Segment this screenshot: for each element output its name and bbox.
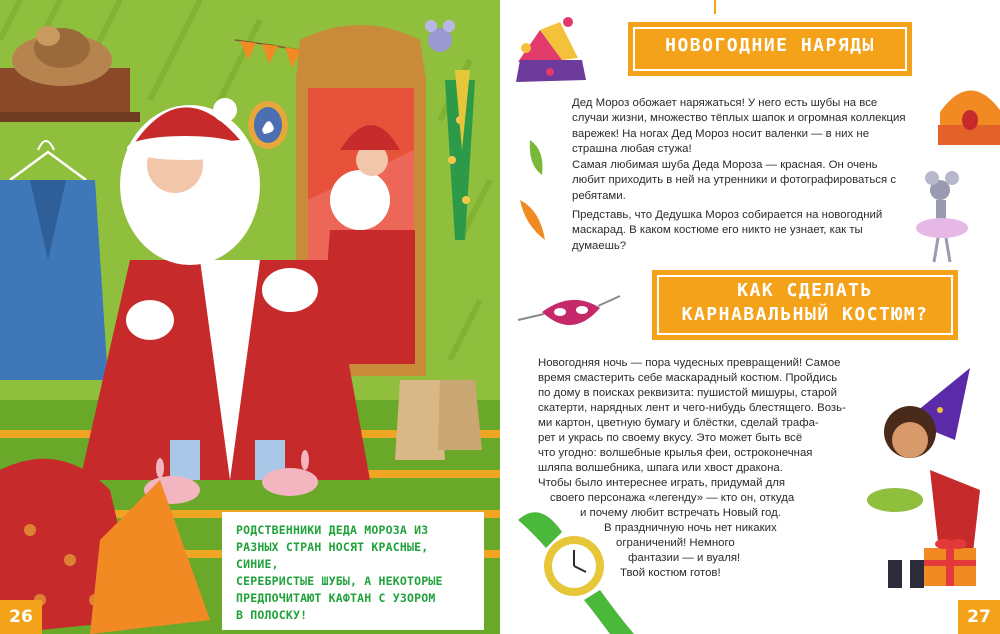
text-line: Твой костюм готов! [620,567,721,579]
text-line: Новогодняя ночь — пора чудесных превращений! Самое [538,357,841,369]
section-title [652,279,958,327]
text-line: скатерти, нарядных лент и чего-нибудь блестящего. Возь- [538,402,846,414]
caption-line: РОДСТВЕННИКИ ДЕДА МОРОЗА ИЗ [236,523,429,537]
leaf-icon [530,140,543,175]
leaf-icon [520,200,545,240]
caption-line: РАЗНЫХ СТРАН НОСЯТ КРАСНЫЕ, СИНИЕ, [236,540,429,571]
paragraph: Представь, что Дедушка Мороз собирается на новогодний маскарад. В каком костюме его никто не узнает, как ты думаешь? [572,209,883,252]
right-page [500,0,1000,634]
caption-line: В ПОЛОСКУ! [236,608,308,622]
caption-line: СЕРЕБРИСТЫЕ ШУБЫ, А НЕКОТОРЫЕ [236,574,443,588]
crown-icon [938,90,1000,145]
carnival-mask-icon [518,296,620,325]
text-line: по дому в поисках реквизита: пушистой мишуры, старой [538,387,837,399]
page-number-left: 26 [0,600,42,634]
section-title-line: КАРНАВАЛЬНЫЙ КОСТЮМ? [681,304,929,325]
page-number-right: 27 [958,600,1000,634]
paragraph: Дед Мороз обожает наряжаться! У него есть шубы на все случаи жизни, множество тёплых шапок и огромная коллекция варежек! На ногах Дед Мороз носит валенки — в них не страшна любая стужа! [572,97,906,156]
section-title: НОВОГОДНИЕ НАРЯДЫ [665,35,875,56]
text-line: время смастерить себе маскарадный костюм. Пройдись [538,372,838,384]
text-line: своего персонажа «легенду» — кто он, откуда [550,492,795,504]
text-line: фантазии — и вуаля! [628,552,741,564]
caption-line: ПРЕДПОЧИТАЮТ КАФТАН С УЗОРОМ [236,591,436,605]
section-title-line: КАК СДЕЛАТЬ [737,280,873,301]
text-line: и почему любит встречать Новый год. [580,507,781,519]
text-line: ограничений! Немного [616,537,735,549]
caption-box [222,512,484,630]
ballerina-mouse-icon [916,171,968,262]
text-line: В праздничную ночь нет никаких [604,522,777,534]
paragraph: Самая любимая шуба Деда Мороза — красная. Он очень любит приходить в ней на утренники и фотографироваться с ребятами. [572,159,897,202]
text-line: шляпа волшебника, шпага или хвост дракона. [538,462,783,474]
text-line: что угодно: волшебные крылья феи, остроконечная [538,447,813,459]
section-title-banner [628,22,912,76]
text-line: Чтобы было интереснее играть, придумай для [538,477,786,489]
jester-hat-icon [516,17,586,82]
section-title-banner [652,270,958,340]
caption-text [236,522,476,624]
text-line: ми картон, цветную бумагу и блёстки, сделай трафа- [538,417,819,429]
text-line: рет и укрась по своему вкусу. Это может быть всё [538,432,803,444]
